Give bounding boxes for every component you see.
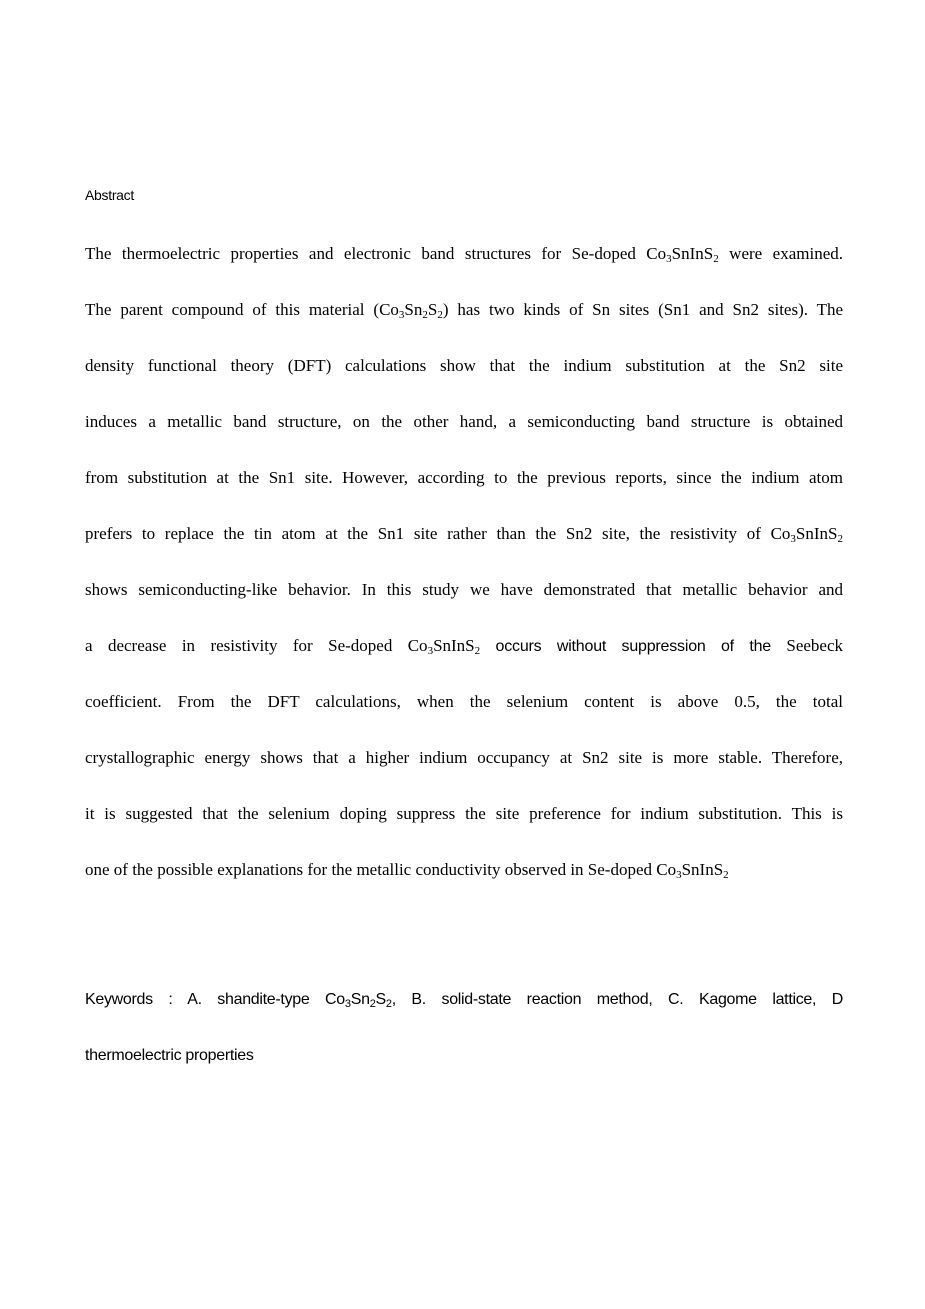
abstract-line-8: a decrease in resistivity for Se-doped $Co_3SnInS_2$ occurs without suppression of the Seebeck <box>85 636 843 657</box>
abstract-line-5: from substitution at the Sn1 site. However, according to the previous reports, since the indium atom <box>85 468 843 487</box>
abstract-body <box>85 226 843 898</box>
abstract-line-4: induces a metallic band structure, on the other hand, a semiconducting band structure is obtained <box>85 412 843 431</box>
abstract-line-3: density functional theory (DFT) calculations show that the indium substitution at the Sn2 site <box>85 356 843 375</box>
abstract-line-2: The parent compound of this material $(Co_3Sn_2S_2)$ has two kinds of Sn sites (Sn1 and Sn2 sites). The <box>85 300 843 321</box>
keywords-block <box>85 972 843 1084</box>
abstract-line-10: crystallographic energy shows that a higher indium occupancy at Sn2 site is more stable. Therefore, <box>85 748 843 767</box>
abstract-line-6: prefers to replace the tin atom at the Sn1 site rather than the Sn2 site, the resistivity of $Co_3SnInS_2$ <box>85 524 843 545</box>
abstract-line-9: coefficient. From the DFT calculations, when the selenium content is above 0.5, the total <box>85 692 843 711</box>
abstract-line-12: one of the possible explanations for the metallic conductivity observed in Se-doped $Co_3SnInS_2$ <box>85 860 729 881</box>
abstract-line-7: shows semiconducting-like behavior. In this study we have demonstrated that metallic behavior and <box>85 580 843 599</box>
abstract-line-11: it is suggested that the selenium doping suppress the site preference for indium substitution. This is <box>85 804 843 823</box>
keywords-line-2: thermoelectric properties <box>85 1047 254 1064</box>
abstract-heading: Abstract <box>85 187 134 203</box>
keywords-line-1: Keywords : A. shandite-type $Co_3Sn_2S_2$, B. solid-state reaction method, C. Kagome lattice, D <box>85 991 843 1010</box>
abstract-line-1: The thermoelectric properties and electronic band structures for Se-doped $Co_3SnInS_2$ were examined. <box>85 244 843 265</box>
